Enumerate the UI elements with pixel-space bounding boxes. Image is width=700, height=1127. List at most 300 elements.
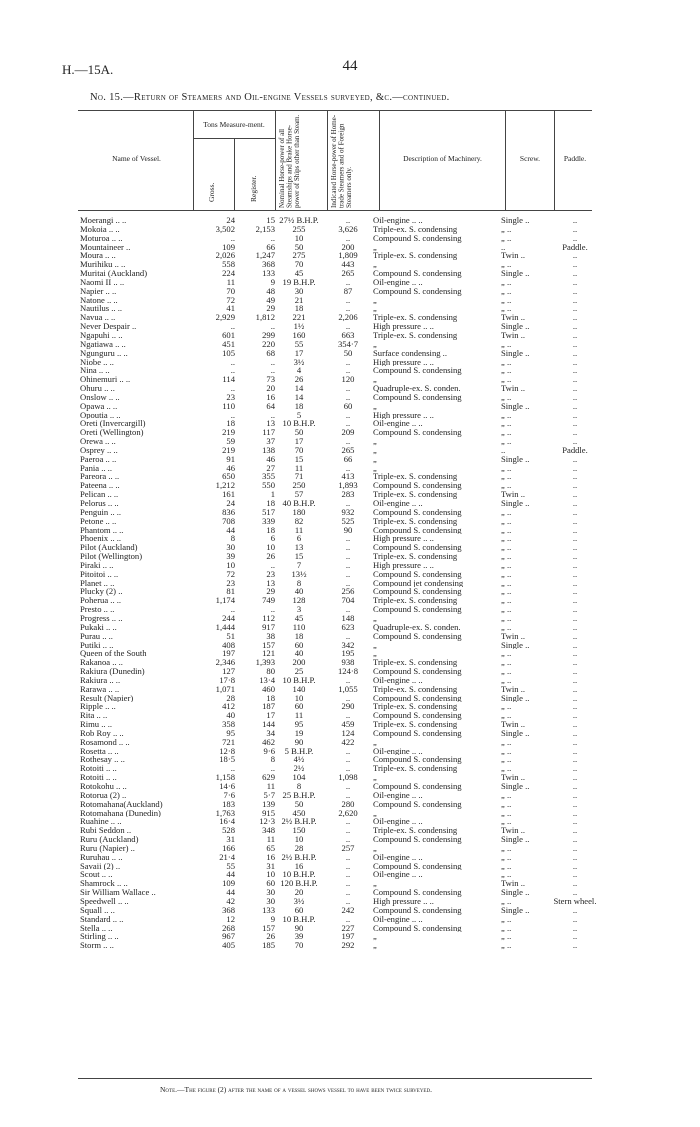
machinery-description: „ (373, 843, 377, 853)
machinery-description: Compound S. condensing (373, 711, 462, 721)
register-tons: 355 (262, 472, 275, 482)
screw-type: Twin .. (501, 684, 525, 694)
nominal-hp: 120 B.H.P. (280, 879, 318, 889)
indicated-hp: .. (345, 534, 351, 544)
gross-tons: .. (230, 410, 235, 420)
table-row (80, 667, 599, 676)
indicated-hp: 663 (341, 330, 355, 340)
gross-tons: 1,158 (215, 773, 235, 782)
indicated-hp: .. (345, 543, 351, 553)
vessel-name: Paeroa .. .. (80, 454, 117, 464)
gross-tons: 72 (226, 569, 235, 579)
paddle-type: .. (572, 277, 578, 287)
register-tons: 1,247 (255, 251, 275, 261)
gross-tons: 23 (226, 392, 235, 402)
nominal-hp: 70 (294, 941, 304, 951)
register-tons: 13 (266, 419, 275, 429)
gross-tons: 127 (222, 667, 235, 676)
screw-type: „ .. (501, 870, 512, 880)
screw-type: Single .. (501, 728, 530, 738)
machinery-description: Compound S. condensing (373, 888, 462, 897)
vessel-name: Mokoia .. .. (80, 224, 120, 234)
register-tons: 138 (262, 445, 275, 455)
machinery-description: Oil-engine .. .. (373, 852, 423, 862)
machinery-description: Oil-engine .. .. (373, 499, 423, 508)
gross-tons: 109 (222, 242, 235, 252)
register-tons: 65 (266, 843, 275, 853)
screw-type: Single .. (501, 499, 530, 508)
indicated-hp: 195 (341, 649, 355, 659)
machinery-description: Triple-ex. S. condensing (373, 764, 458, 774)
vessel-name: Moura .. .. (80, 251, 116, 261)
paddle-type: .. (572, 808, 578, 818)
gross-tons: 44 (226, 870, 235, 880)
machinery-description: High pressure .. .. (373, 357, 434, 367)
vessel-name: Nautilus .. .. (80, 304, 123, 314)
screw-type: Twin .. (501, 879, 525, 889)
table-row (80, 747, 599, 756)
table-row (80, 472, 599, 481)
table-row (80, 623, 599, 632)
gross-tons: 166 (222, 843, 235, 853)
machinery-description: Triple-ex. S. condensing (373, 702, 458, 712)
vessel-name: Petone .. .. (80, 516, 117, 526)
screw-type: Twin .. (501, 826, 525, 836)
gross-tons: 40 (226, 711, 235, 721)
gross-tons: 8 (230, 534, 235, 544)
paddle-type: .. (572, 419, 578, 429)
vessel-name: Savaii (2) .. (80, 861, 121, 871)
screw-type: „ .. (501, 711, 512, 721)
indicated-hp: 932 (341, 507, 355, 517)
gross-tons: .. (230, 357, 235, 367)
paddle-type: .. (572, 728, 578, 738)
indicated-hp: 209 (341, 428, 355, 438)
table-row (80, 800, 599, 809)
gross-tons: 23 (226, 578, 235, 588)
machinery-description: Compound S. condensing (373, 755, 462, 765)
machinery-description: „ (373, 339, 377, 349)
col-divider (275, 110, 276, 211)
machinery-description: Compound S. condensing (373, 525, 462, 535)
indicated-hp: 124 (341, 728, 355, 738)
vessel-name: Oreti (Wellington) (80, 428, 144, 438)
indicated-hp: 256 (341, 587, 355, 597)
nominal-hp: 82 (294, 516, 304, 526)
screw-type: „ .. (501, 702, 512, 712)
table-row (80, 543, 599, 552)
nominal-hp: 2½ (293, 764, 305, 774)
vessel-name: Rakiura (Dunedin) (80, 667, 145, 676)
screw-type: „ .. (501, 622, 512, 632)
register-tons: .. (270, 605, 275, 614)
gross-tons: 2,026 (215, 251, 235, 261)
vessel-name: Murihiku .. .. (80, 260, 126, 270)
nominal-hp: 60 (294, 640, 304, 650)
machinery-description: Compound S. condensing (373, 799, 462, 809)
vessel-name: Rimu .. .. (80, 720, 112, 729)
table-row (80, 932, 599, 941)
screw-type: Single .. (501, 693, 530, 703)
register-tons: 38 (266, 631, 275, 641)
gross-tons: 2,929 (215, 313, 235, 323)
nominal-hp: 7 (296, 560, 302, 570)
vessel-name: Naomi II .. .. (80, 277, 125, 287)
table-row (80, 322, 599, 331)
register-tons: 9·6 (263, 746, 275, 756)
gross-tons: 17·8 (219, 675, 235, 685)
register-tons: 46 (266, 454, 275, 464)
register-tons: 49 (266, 295, 275, 305)
nominal-hp: 10 B.H.P. (282, 419, 316, 429)
gross-tons: 1,174 (215, 596, 235, 606)
machinery-description: Compound jet condensing (373, 578, 464, 588)
paddle-type: Paddle. (562, 242, 588, 252)
vessel-name: Rotorua (2) .. (80, 790, 127, 800)
register-tons: 18 (266, 499, 275, 508)
vessel-name: Ruruhau .. .. (80, 852, 123, 862)
paddle-type: .. (572, 543, 578, 553)
register-tons: 34 (266, 728, 275, 738)
paddle-type: .. (572, 348, 578, 358)
register-tons: 9 (270, 914, 275, 924)
vessel-name: Queen of the South (80, 649, 147, 659)
indicated-hp: 265 (341, 269, 355, 278)
nominal-hp: 2½ B.H.P. (281, 852, 317, 862)
register-tons: 157 (262, 923, 275, 933)
indicated-hp: .. (345, 499, 351, 508)
vessel-name: Ohuru .. .. (80, 384, 115, 393)
indicated-hp: 354·7 (337, 339, 359, 349)
machinery-description: Compound S. condensing (373, 782, 462, 791)
table-row (80, 384, 599, 393)
vessel-name: Rosetta .. .. (80, 746, 119, 756)
paddle-type: .. (572, 233, 578, 243)
gross-tons: 14·6 (219, 782, 235, 791)
screw-type: Single .. (501, 322, 530, 331)
vessel-name: Pitoitoi .. .. (80, 569, 119, 579)
gross-tons: 408 (222, 640, 235, 650)
vessel-name: Ripple .. .. (80, 702, 116, 712)
table-row (80, 605, 599, 614)
vessel-name: Rotomahana(Auckland) (80, 799, 163, 809)
nominal-hp: 13½ (291, 569, 307, 579)
table-row (80, 260, 599, 269)
paddle-type: .. (572, 711, 578, 721)
indicated-hp: 292 (341, 941, 355, 951)
vessel-name: Stirling .. .. (80, 932, 119, 942)
table-row (80, 251, 599, 260)
machinery-description: „ (373, 649, 377, 659)
nominal-hp: 70 (294, 445, 304, 455)
machinery-description: Compound S. condensing (373, 861, 462, 871)
nominal-hp: 10 (294, 693, 304, 703)
register-tons: 26 (266, 932, 275, 942)
register-tons: 18 (266, 525, 275, 535)
machinery-description: Compound S. condensing (373, 366, 462, 376)
vessel-name: Rosamond .. .. (80, 737, 130, 747)
table-row (80, 490, 599, 499)
register-tons: 749 (262, 596, 275, 606)
paddle-type: .. (572, 472, 578, 482)
register-tons: 133 (262, 269, 275, 278)
machinery-description: „ (373, 437, 377, 446)
indicated-hp: 124·8 (337, 667, 359, 676)
paddle-type: .. (572, 905, 578, 915)
nominal-hp: 45 (294, 613, 304, 623)
register-tons: 66 (266, 242, 275, 252)
indicated-hp: 443 (341, 260, 355, 270)
machinery-description: Compound S. condensing (373, 428, 462, 438)
register-tons: 629 (262, 773, 275, 782)
nominal-hp: 11 (294, 463, 304, 473)
indicated-hp: .. (345, 384, 351, 393)
vessel-name: Rob Roy .. .. (80, 728, 124, 738)
nominal-hp: 3½ (293, 357, 305, 367)
screw-type: „ .. (501, 295, 512, 305)
nominal-hp: 28 (294, 843, 304, 853)
nominal-hp: 50 (294, 799, 304, 809)
register-tons: 117 (262, 428, 275, 438)
nominal-hp: 10 B.H.P. (282, 870, 316, 880)
vessel-name: Stella .. .. (80, 923, 113, 933)
machinery-description: Triple-ex. S. condensing (373, 472, 458, 482)
gross-tons: 368 (222, 905, 235, 915)
table-row (80, 419, 599, 428)
screw-type: Single .. (501, 348, 530, 358)
register-tons: 517 (262, 507, 275, 517)
machinery-description: Compound S. condensing (373, 693, 462, 703)
screw-type: Twin .. (501, 773, 525, 782)
gross-tons: 219 (222, 428, 235, 438)
machinery-description: High pressure .. .. (373, 534, 434, 544)
vessel-name: Standard .. .. (80, 914, 124, 924)
machinery-description: Compound S. condensing (373, 587, 462, 597)
col-header-indicated-hp: Indicated Horse-power of Home-trade Steamers and of Foreign Steamers only. (330, 114, 354, 208)
screw-type: „ .. (501, 843, 512, 853)
table-row (80, 234, 599, 243)
paddle-type: .. (572, 684, 578, 694)
vessel-name: Moturoa .. .. (80, 233, 123, 243)
nominal-hp: 275 (292, 251, 306, 261)
col-header-description: Description of Machinery. (403, 154, 482, 163)
nominal-hp: 15 (294, 552, 304, 561)
register-tons: 462 (262, 737, 275, 747)
paddle-type: .. (572, 879, 578, 889)
register-tons: 15 (266, 216, 275, 225)
paddle-type: .. (572, 932, 578, 942)
indicated-hp: .. (345, 392, 351, 402)
vessel-name: Pania .. .. (80, 463, 112, 473)
indicated-hp: .. (345, 675, 351, 685)
vessel-name: Moerangi .. .. (80, 216, 127, 225)
table-row (80, 278, 599, 287)
machinery-description: „ (373, 932, 377, 942)
register-tons: .. (270, 410, 275, 420)
machinery-description: Compound S. condensing (373, 728, 462, 738)
gross-tons: 39 (226, 552, 235, 561)
nominal-hp: 39 (294, 932, 304, 942)
nominal-hp: 3 (296, 605, 302, 614)
paddle-type: .. (572, 587, 578, 597)
vessel-name: Rita .. .. (80, 711, 108, 721)
indicated-hp: .. (345, 879, 351, 889)
table-row (80, 685, 599, 694)
paddle-type: .. (572, 516, 578, 526)
gross-tons: 21·4 (219, 852, 235, 862)
register-tons: 48 (266, 286, 275, 296)
table-row (80, 835, 599, 844)
indicated-hp: 2,620 (338, 808, 358, 818)
paddle-type: .. (572, 746, 578, 756)
screw-type: Single .. (501, 782, 530, 791)
gross-tons: 72 (226, 295, 235, 305)
table-row (80, 455, 599, 464)
screw-type: „ .. (501, 808, 512, 818)
screw-type: „ .. (501, 649, 512, 659)
gross-tons: 16·4 (219, 817, 235, 827)
nominal-hp: 57 (294, 490, 304, 499)
indicated-hp: .. (345, 216, 351, 225)
screw-type: Single .. (501, 905, 530, 915)
vessel-name: Pelorus .. .. (80, 499, 119, 508)
vessel-name: Ruru (Auckland) (80, 835, 139, 844)
register-tons: 187 (262, 702, 275, 712)
paddle-type: .. (572, 605, 578, 614)
nominal-hp: 45 (294, 269, 304, 278)
gross-tons: 24 (226, 499, 235, 508)
paddle-type: .. (572, 384, 578, 393)
paddle-type: .. (572, 534, 578, 544)
col-header-name: Name of Vessel. (112, 154, 161, 163)
machinery-description: High pressure .. .. (373, 896, 434, 906)
vessel-name: Rotoiti .. .. (80, 773, 117, 782)
machinery-description: „ (373, 304, 377, 314)
table-bottom-rule (78, 1078, 592, 1079)
screw-type: „ .. (501, 755, 512, 765)
nominal-hp: 10 (294, 835, 304, 844)
indicated-hp: 265 (341, 445, 355, 455)
register-tons: 112 (262, 613, 275, 623)
table-row (80, 402, 599, 411)
gross-tons: 244 (222, 613, 235, 623)
table-row (80, 809, 599, 818)
gross-tons: 18·5 (219, 755, 235, 765)
nominal-hp: 128 (292, 596, 306, 606)
machinery-description: Triple-ex. S. condensing (373, 658, 458, 668)
vessel-name: Poherua .. .. (80, 596, 122, 606)
gross-tons: 412 (222, 702, 235, 712)
nominal-hp: 71 (294, 472, 304, 482)
gross-tons: 11 (226, 277, 235, 287)
gross-tons: 1,763 (215, 808, 235, 818)
register-tons: 550 (262, 481, 275, 491)
gross-tons: 721 (222, 737, 235, 747)
indicated-hp: .. (345, 888, 351, 897)
gross-tons: 42 (226, 896, 235, 906)
machinery-description: Oil-engine .. .. (373, 817, 423, 827)
screw-type: „ .. (501, 817, 512, 827)
paddle-type: .. (572, 649, 578, 659)
indicated-hp: .. (345, 552, 351, 561)
table-row (80, 517, 599, 526)
gross-tons: 10 (226, 560, 235, 570)
vessel-name: Niobe .. .. (80, 357, 114, 367)
vessel-name: Oreti (Invercargill) (80, 419, 146, 429)
nominal-hp: 10 B.H.P. (282, 675, 316, 685)
screw-type: „ .. (501, 428, 512, 438)
paddle-type: .. (572, 499, 578, 508)
paddle-type: .. (572, 675, 578, 685)
machinery-description: Oil-engine .. .. (373, 790, 423, 800)
indicated-hp: 66 (343, 454, 353, 464)
paddle-type: .. (572, 224, 578, 234)
gross-tons: 358 (222, 720, 235, 729)
paddle-type: .. (572, 286, 578, 296)
col-header-tons: Tons Measure-ment. (203, 120, 265, 129)
gross-tons: 219 (222, 445, 235, 455)
register-tons: 133 (262, 905, 275, 915)
register-tons: 27 (266, 463, 275, 473)
machinery-description: Surface condensing .. (373, 348, 447, 358)
machinery-description: „ (373, 401, 377, 411)
register-tons: 23 (266, 569, 275, 579)
gross-tons: 31 (226, 835, 235, 844)
indicated-hp: 90 (343, 525, 353, 535)
register-tons: 68 (266, 348, 275, 358)
machinery-description: Oil-engine .. .. (373, 216, 423, 225)
table-row (80, 924, 599, 933)
paddle-type: .. (572, 507, 578, 517)
vessel-name: Purau .. .. (80, 631, 113, 641)
machinery-description: Triple-ex. S. condensing (373, 330, 458, 340)
nominal-hp: 5 B.H.P. (284, 746, 314, 756)
screw-type: „ .. (501, 543, 512, 553)
table-row (80, 375, 599, 384)
machinery-description: Triple-ex. S. condensing (373, 826, 458, 836)
paddle-type: .. (572, 490, 578, 499)
gross-tons: 18 (226, 419, 235, 429)
gross-tons: 708 (222, 516, 235, 526)
screw-type: „ .. (501, 596, 512, 606)
machinery-description: Triple-ex. S. condensing (373, 224, 458, 234)
machinery-description: Quadruple-ex. S. conden. (373, 622, 461, 632)
indicated-hp: 342 (341, 640, 355, 650)
vessel-name: Opoutia .. .. (80, 410, 121, 420)
screw-type: „ .. (501, 304, 512, 314)
paddle-type: .. (572, 861, 578, 871)
register-tons: 348 (262, 826, 275, 836)
screw-type: „ .. (501, 392, 512, 402)
screw-type: „ .. (501, 224, 512, 234)
paddle-type: .. (572, 755, 578, 765)
gross-tons: 55 (226, 861, 235, 871)
nominal-hp: 70 (294, 260, 304, 270)
vessel-name: Pilot (Auckland) (80, 543, 138, 553)
nominal-hp: 17 (294, 437, 304, 446)
nominal-hp: 19 (294, 728, 304, 738)
nominal-hp: 30 (294, 286, 304, 296)
gross-tons: 105 (222, 348, 235, 358)
vessel-name: Napier .. .. (80, 286, 117, 296)
paddle-type: .. (572, 454, 578, 464)
col-header-gross: Gross. (207, 182, 216, 202)
table-row (80, 738, 599, 747)
paddle-type: .. (572, 764, 578, 774)
paddle-type: .. (572, 737, 578, 747)
table-row (80, 216, 599, 225)
screw-type: „ .. (501, 260, 512, 270)
